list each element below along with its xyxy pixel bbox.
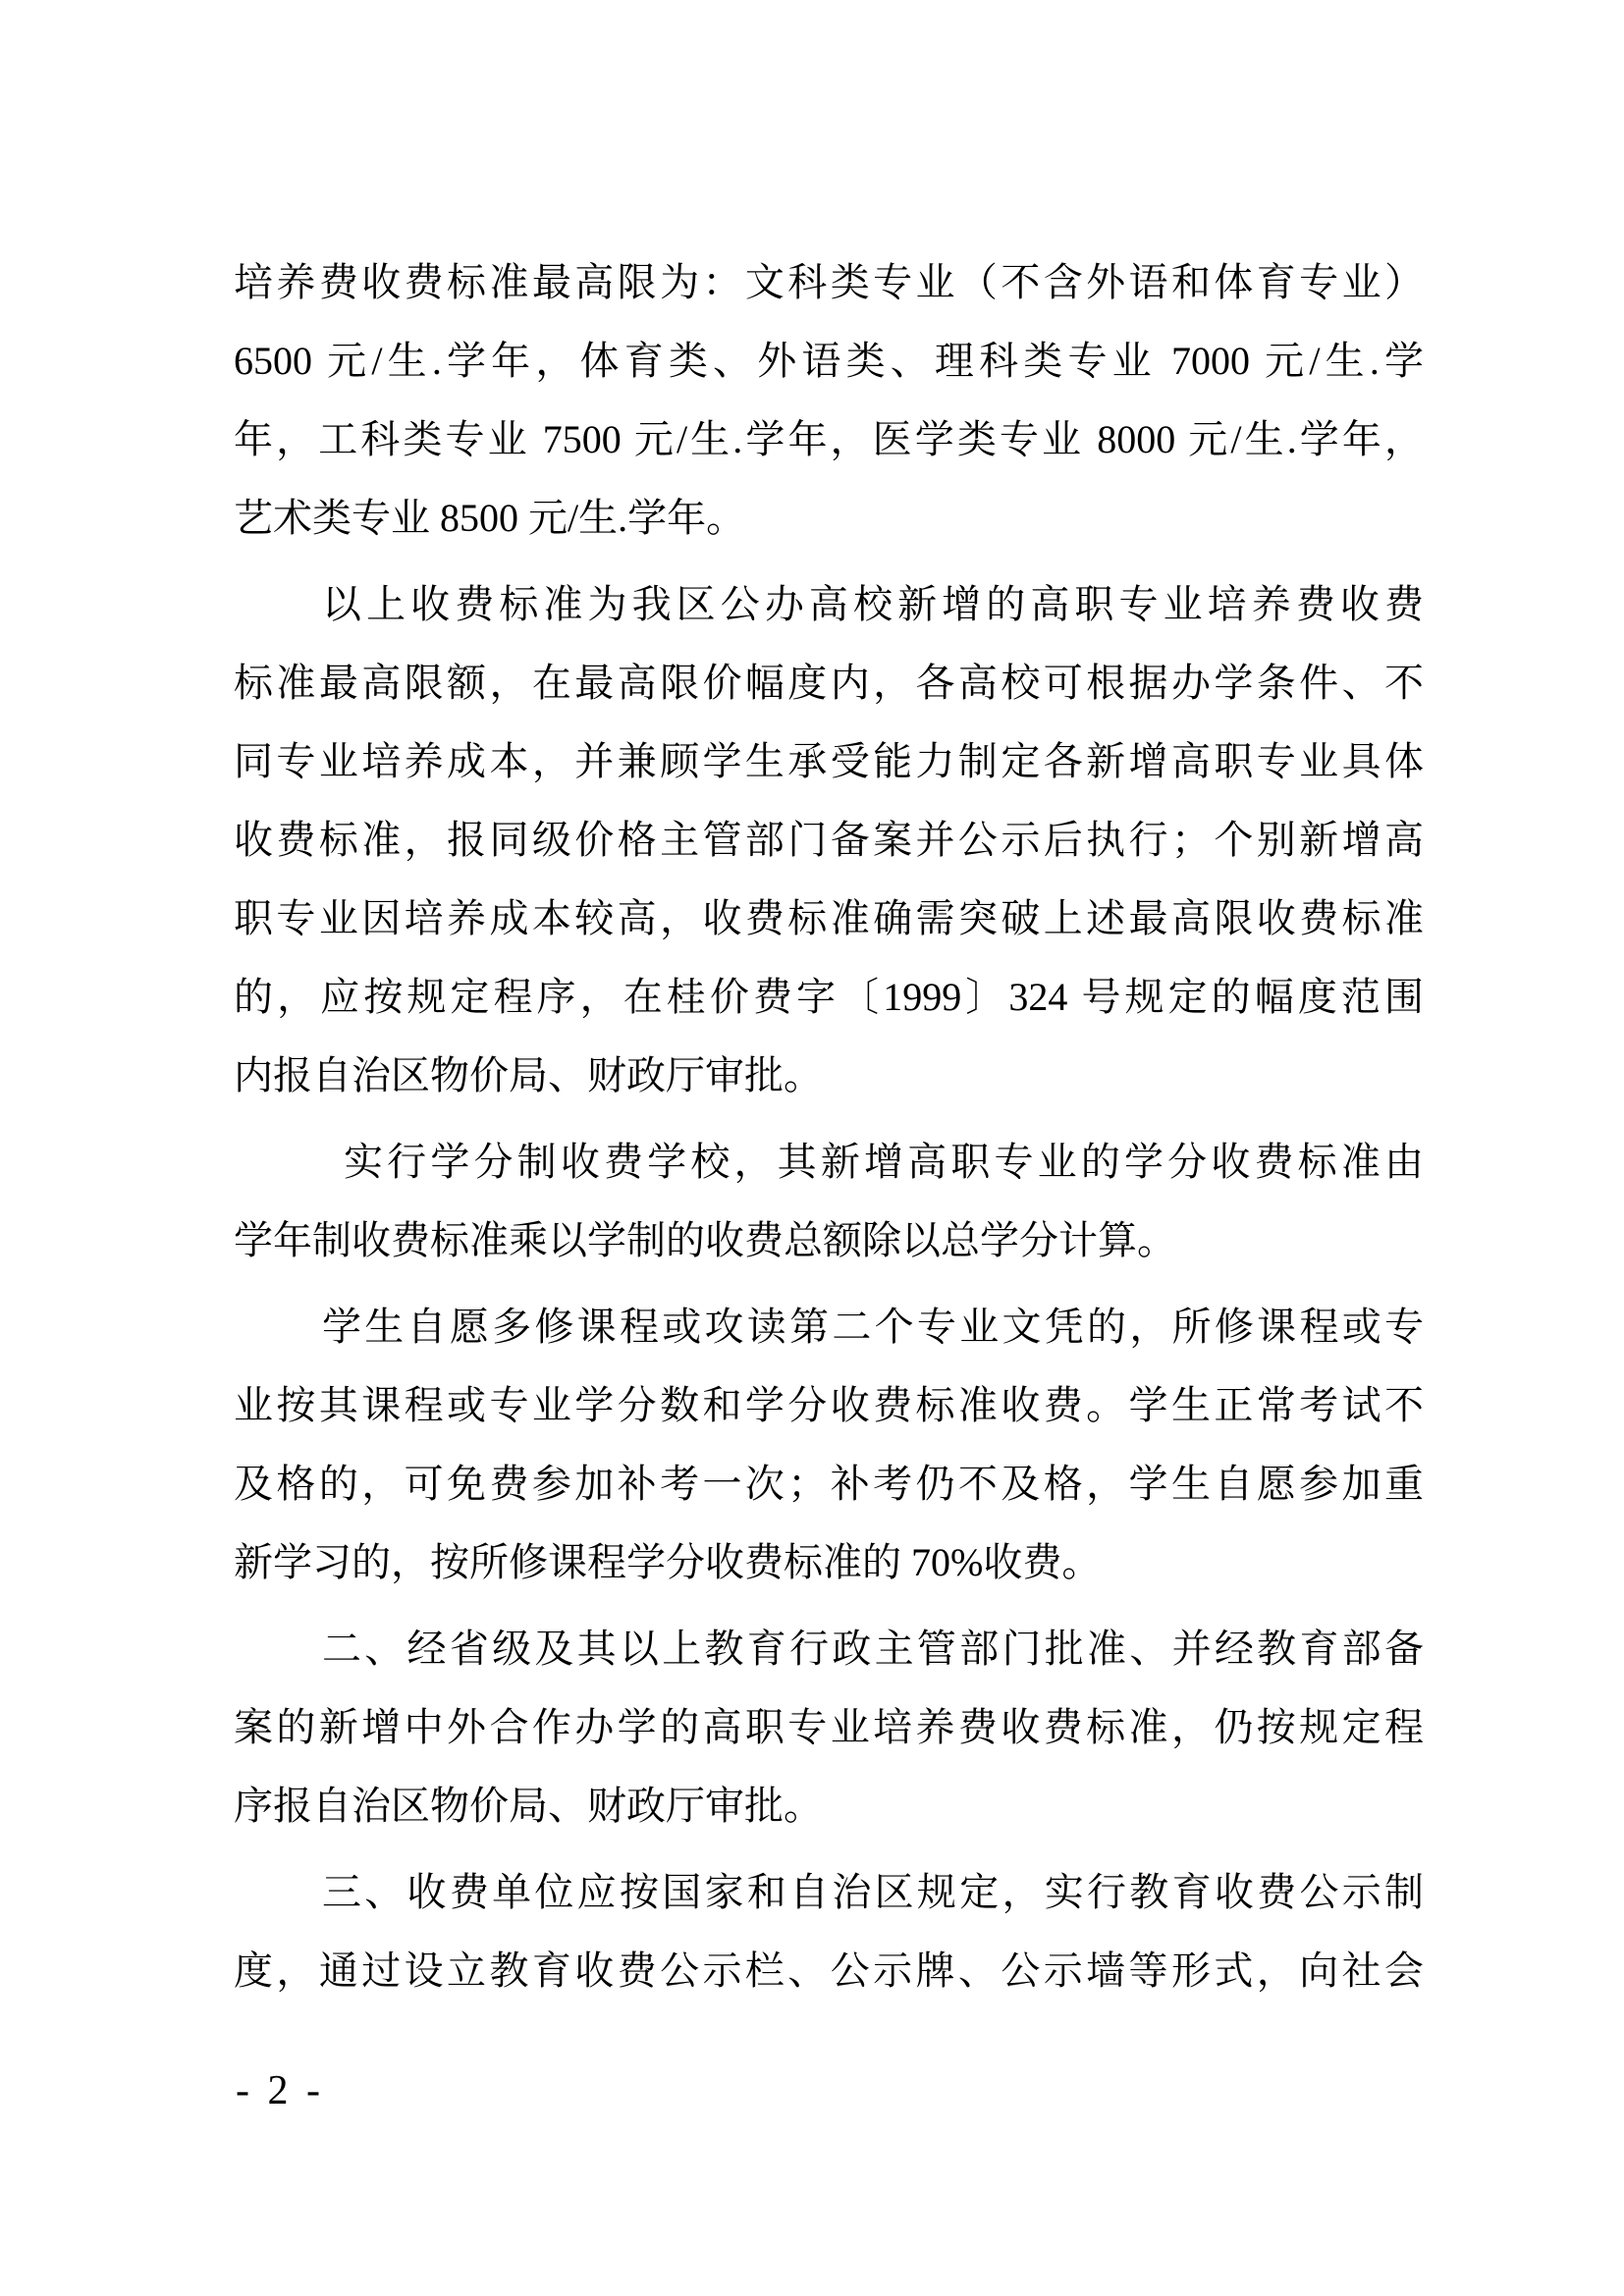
text-line: 序报自治区物价局、财政厅审批。 xyxy=(234,1784,823,1828)
document-body xyxy=(234,243,1424,2010)
text-line: 二、经省级及其以上教育行政主管部门批准、并经教育部备 xyxy=(322,1627,1424,1671)
text-line: 以上收费标准为我区公办高校新增的高职专业培养费收费 xyxy=(322,582,1424,626)
paragraph-fee-standards xyxy=(234,243,1424,558)
text-line: 案的新增中外合作办学的高职专业培养费收费标准，仍按规定程 xyxy=(234,1705,1424,1749)
text-line: 年，工科类专业 7500 元/生.学年，医学类专业 8000 元/生.学年， xyxy=(234,417,1424,461)
text-line: 业按其课程或专业学分数和学分收费标准收费。学生正常考试不 xyxy=(234,1383,1424,1427)
text-line: 三、收费单位应按国家和自治区规定，实行教育收费公示制 xyxy=(322,1870,1424,1914)
text-line: 实行学分制收费学校，其新增高职专业的学分收费标准由 xyxy=(344,1140,1424,1184)
text-line: 新学习的，按所修课程学分收费标准的 70%收费。 xyxy=(234,1540,1102,1584)
text-line: 收费标准，报同级价格主管部门备案并公示后执行；个别新增高 xyxy=(234,818,1424,862)
paragraph-item-two xyxy=(234,1610,1424,1845)
text-line: 标准最高限额，在最高限价幅度内，各高校可根据办学条件、不 xyxy=(234,661,1424,705)
page-number: - 2 - xyxy=(236,2068,324,2113)
paragraph-extra-courses xyxy=(234,1288,1424,1602)
text-line: 学年制收费标准乘以学制的收费总额除以总学分计算。 xyxy=(234,1218,1176,1262)
text-line: 培养费收费标准最高限为：文科类专业（不含外语和体育专业） xyxy=(234,260,1424,304)
text-line: 内报自治区物价局、财政厅审批。 xyxy=(234,1053,823,1097)
text-line: 的，应按规定程序，在桂价费字〔1999〕324 号规定的幅度范围 xyxy=(234,975,1424,1019)
text-line: 艺术类专业 8500 元/生.学年。 xyxy=(234,496,746,540)
paragraph-item-three xyxy=(234,1853,1424,2010)
paragraph-credit-system xyxy=(234,1123,1424,1280)
paragraph-max-limits xyxy=(234,565,1424,1115)
text-line: 学生自愿多修课程或攻读第二个专业文凭的，所修课程或专 xyxy=(322,1305,1424,1349)
text-line: 度，通过设立教育收费公示栏、公示牌、公示墙等形式，向社会 xyxy=(234,1949,1424,1993)
text-line: 同专业培养成本，并兼顾学生承受能力制定各新增高职专业具体 xyxy=(234,739,1424,783)
text-line: 职专业因培养成本较高，收费标准确需突破上述最高限收费标准 xyxy=(234,896,1424,940)
text-line: 6500 元/生.学年，体育类、外语类、理科类专业 7000 元/生.学 xyxy=(234,339,1424,383)
text-line: 及格的，可免费参加补考一次；补考仍不及格，学生自愿参加重 xyxy=(234,1462,1424,1506)
